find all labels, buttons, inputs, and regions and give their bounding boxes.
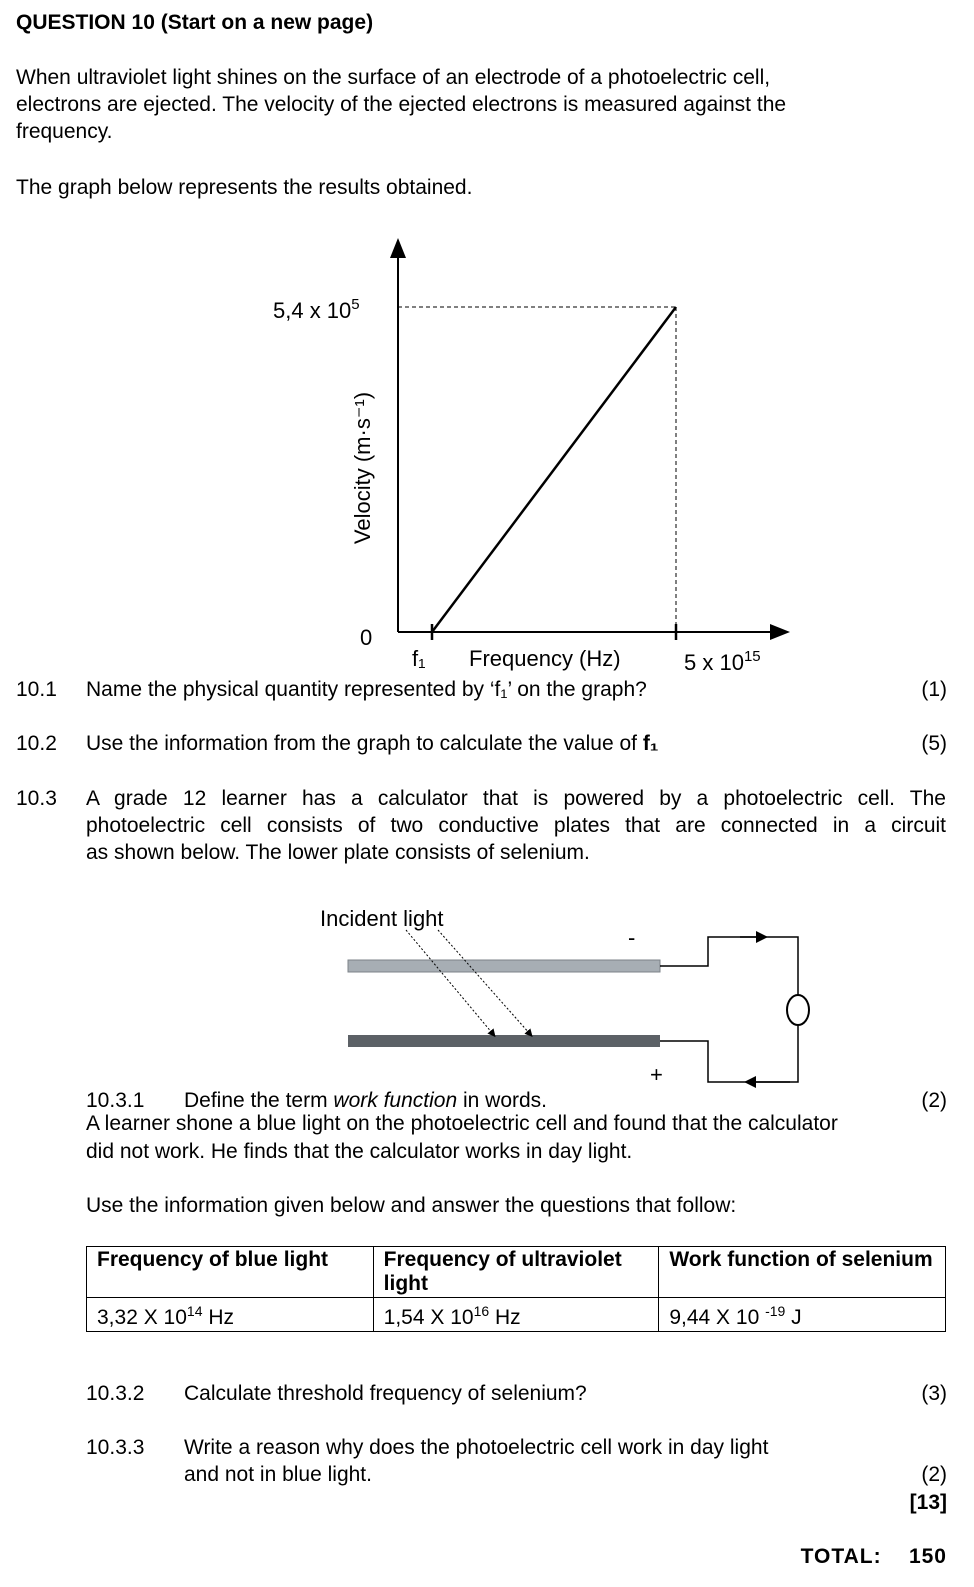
y-max-label: 5,4 x $10^5$ — [273, 296, 360, 323]
photoelectric-cell-diagram — [0, 895, 974, 1095]
q10-3-3-number: 10.3.3 — [86, 1436, 145, 1459]
light-ray-2 — [438, 930, 530, 1034]
q10-3-3-line-1: Write a reason why does the photoelectric cell work in day light — [184, 1436, 769, 1459]
table-header-row — [87, 1247, 946, 1298]
intro-line-1: When ultraviolet light shines on the surface of an electrode of a photoelectric cell, — [16, 66, 771, 89]
q10-3-1-number: 10.3.1 — [86, 1089, 145, 1112]
q10-3-2-text: Calculate threshold frequency of selenium? — [184, 1382, 587, 1405]
q10-1-marks: (1) — [921, 678, 947, 701]
upper-wire — [660, 937, 798, 995]
meter-symbol — [787, 995, 809, 1025]
light-ray-1 — [406, 930, 493, 1034]
learner-line-1: A learner shone a blue light on the photoelectric cell and found that the calculator — [86, 1112, 838, 1135]
q10-3-line-1: A grade 12 learner has a calculator that is powered by a photoelectric cell. The — [86, 787, 946, 810]
q10-3-2-number: 10.3.2 — [86, 1382, 145, 1405]
q10-3-1-text: Define the term work function in words. — [184, 1089, 548, 1112]
x-axis-label: Frequency (Hz) — [469, 646, 621, 671]
intro-line-2: electrons are ejected. The velocity of the ejected electrons is measured against the — [16, 93, 787, 116]
q10-3-line-2: photoelectric cell consists of two conductive plates that are connected in a circuit — [86, 814, 946, 837]
q10-3-3-marks: (2) — [921, 1463, 947, 1486]
q10-2-marks: (5) — [921, 732, 947, 755]
y-origin-label: 0 — [360, 625, 373, 650]
q10-1-number: 10.1 — [16, 678, 57, 701]
lower-wire — [660, 1025, 798, 1082]
velocity-frequency-graph — [0, 230, 974, 680]
plus-sign: + — [650, 1062, 663, 1087]
q10-3-1-marks: (2) — [921, 1089, 947, 1112]
intro-line-3: frequency. — [16, 120, 113, 143]
q10-1-text: Name the physical quantity represented by ‘f₁’ on the graph? — [86, 678, 647, 701]
y-axis-label: Velocity (m·s⁻¹) — [350, 391, 375, 545]
cell-uv-frequency: 1,54 X $10^{16}$ Hz — [373, 1298, 659, 1332]
q10-3-3-line-2: and not in blue light. — [184, 1463, 372, 1486]
section-total: [13] — [909, 1491, 947, 1514]
grand-total: TOTAL: 150 — [800, 1545, 947, 1568]
q10-3-2-marks: (3) — [921, 1382, 947, 1405]
q10-3-line-3: as shown below. The lower plate consists of selenium. — [86, 841, 590, 864]
incident-light-label: Incident light — [320, 906, 444, 931]
cell-blue-frequency: 3,32 X $10^{14}$ Hz — [87, 1298, 374, 1332]
q10-2-text: Use the information from the graph to calculate the value of f₁ — [86, 732, 659, 755]
minus-sign: - — [628, 925, 636, 950]
upper-plate — [348, 960, 660, 972]
x-max-label: 5 x $10^{15}$ — [684, 648, 761, 675]
x-start-label: f₁ — [412, 646, 426, 671]
graph-intro: The graph below represents the results obtained. — [16, 176, 473, 199]
header-blue-frequency: Frequency of blue light — [87, 1247, 374, 1298]
learner-line-2: did not work. He finds that the calculator works in day light. — [86, 1140, 633, 1163]
q10-2-number: 10.2 — [16, 732, 57, 755]
cell-work-function: 9,44 X 10 $^{-19}$ J — [659, 1298, 946, 1332]
header-uv-frequency: Frequency of ultraviolet light — [373, 1247, 659, 1298]
selenium-plate — [348, 1035, 660, 1047]
info-table — [86, 1246, 946, 1332]
q10-3-number: 10.3 — [16, 787, 57, 810]
table-row — [87, 1298, 946, 1332]
use-info-text: Use the information given below and answer the questions that follow: — [86, 1194, 737, 1217]
header-work-function: Work function of selenium — [659, 1247, 946, 1298]
question-heading: QUESTION 10 (Start on a new page) — [16, 11, 374, 34]
data-line — [432, 307, 676, 632]
